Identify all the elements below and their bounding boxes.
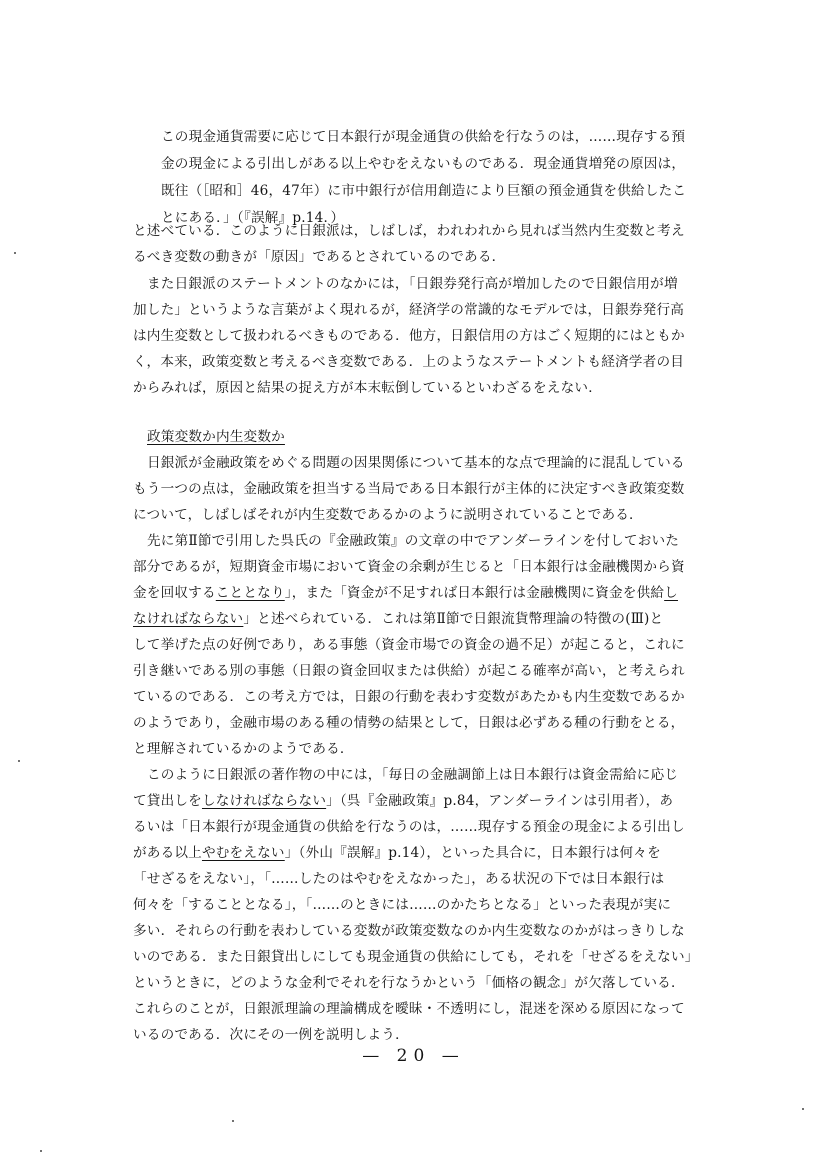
quote-line: 既往（［昭和］46，47年）に市中銀行が信用創造により巨額の預金通貨を供給したこ [161,183,687,199]
body-line: いのである．また日銀貸出しにしても現金通貨の供給にしても，それを「せざるをえない」 [133,949,699,965]
quote-line: とにある．」（『誤解』p.14．） [161,210,345,226]
underlined-text: やむをえない [201,845,285,861]
text-run: がある以上 [133,845,202,861]
body-line: もう一つの点は，金融政策を担当する当局である日本銀行が主体的に決定すべき政策変数 [133,481,685,497]
quote-line: この現金通貨需要に応じて日本銀行が現金通貨の供給を行なうのは，……現存する預 [161,129,686,145]
scan-speck [40,1150,42,1152]
body-line: 先に第Ⅱ節で引用した呉氏の『金融政策』の文章の中でアンダーラインを付しておいた [147,533,680,549]
body-line: く，本来，政策変数と考えるべき変数である．上のようなステートメントも経済学者の目 [133,354,685,370]
body-line [133,583,678,603]
body-line: というときに，どのような金利でそれを行なうかという「価格の観念」が欠落している． [133,975,685,991]
body-line [133,791,673,811]
body-line: は内生変数として扱われるべきものである．他方，日銀信用の方はごく短期的にはともか [133,328,685,344]
body-line: について，しばしばそれが内生変数であるかのように説明されていることである． [133,507,643,523]
scan-speck [14,252,16,254]
body-line: 多い．それらの行動を表わしている変数が政策変数なのか内生変数なのかがはっきりしな [133,923,685,939]
scan-speck [232,1120,234,1122]
text-run: 」（外山『誤解』p.14），といった具合に，日本銀行は何々を [284,845,661,861]
body-line: 引き継いである別の事態（日銀の資金回収または供給）が起こる確率が高い，と考えられ [133,663,685,679]
body-line: 加した」というような言葉がよく現れるが，経済学の常識的なモデルでは，日銀券発行高 [133,302,685,318]
body-line: 部分であるが，短期資金市場において資金の余剰が生じると「日本銀行は金融機関から資 [133,559,685,575]
body-line: 「せざるをえない」，「……したのはやむをえなかった」，ある状況の下では日本銀行は [133,871,665,887]
body-line: して挙げた点の好例であり，ある事態（資金市場での資金の過不足）が起こると，これに [133,637,685,653]
body-line: このように日銀派の著作物の中には，「毎日の金融調節上は日本銀行は資金需給に応じ [147,767,679,783]
body-line [133,843,661,863]
page-number: — 20 — [362,1046,465,1066]
body-line [133,609,663,629]
underlined-text: し [664,585,678,601]
body-line: また日銀派のステートメントのなかには，「日銀券発行高が増加したので日銀信用が増 [147,276,678,292]
body-line: のようであり，金融市場のある種の情勢の結果として，日銀は必ずある種の行動をとる， [133,715,685,731]
scan-speck [802,1108,804,1110]
body-line: いるのである．次にその一例を説明しよう． [133,1027,409,1043]
scan-speck [18,760,20,762]
underlined-text: なければならない [133,611,244,627]
text-run: 金を回収する [133,585,216,601]
quote-line: 金の現金による引出しがある以上やむをえないものである．現金通貨増発の原因は， [161,156,686,172]
body-line: これらのことが，日銀派理論の理論構成を曖昧・不透明にし，混迷を深める原因になって [133,1001,685,1017]
body-line: るいは「日本銀行が現金通貨の供給を行なうのは，……現存する預金の現金による引出し [133,819,685,835]
text-run: 」（呉『金融政策』p.84，アンダーラインは引用者），あ [326,793,674,809]
body-line: 何々を「することとなる」，「……のときには……のかたちとなる」といった表現が実に [133,897,672,913]
text-run: 」と述べられている．これは第Ⅱ節で日銀流貨幣理論の特徴の(Ⅲ)と [243,611,664,627]
body-line: ているのである．この考え方では，日銀の行動を表わす変数があたかも内生変数であるか [133,689,685,705]
text-run: 」，また「資金が不足すれば日本銀行は金融機関に資金を供給 [284,585,665,601]
body-line: と述べている．このように日銀派は，しばしば，われわれから見れば当然内生変数と考え [133,223,685,239]
text-run: て貸出しを [133,793,202,809]
section-heading: 政策変数か内生変数か [147,429,285,445]
body-line: るべき変数の動きが「原因」であるとされているのである． [133,249,506,265]
underlined-text: しなければならない [201,793,327,809]
body-line: からみれば，原因と結果の捉え方が本末転倒しているといわざるをえない． [133,380,602,396]
underlined-text: こととなり [215,585,285,601]
body-line: 日銀派が金融政策をめぐる問題の因果関係について基本的な点で理論的に混乱している [147,455,685,471]
body-line: と理解されているかのようである． [133,741,354,757]
